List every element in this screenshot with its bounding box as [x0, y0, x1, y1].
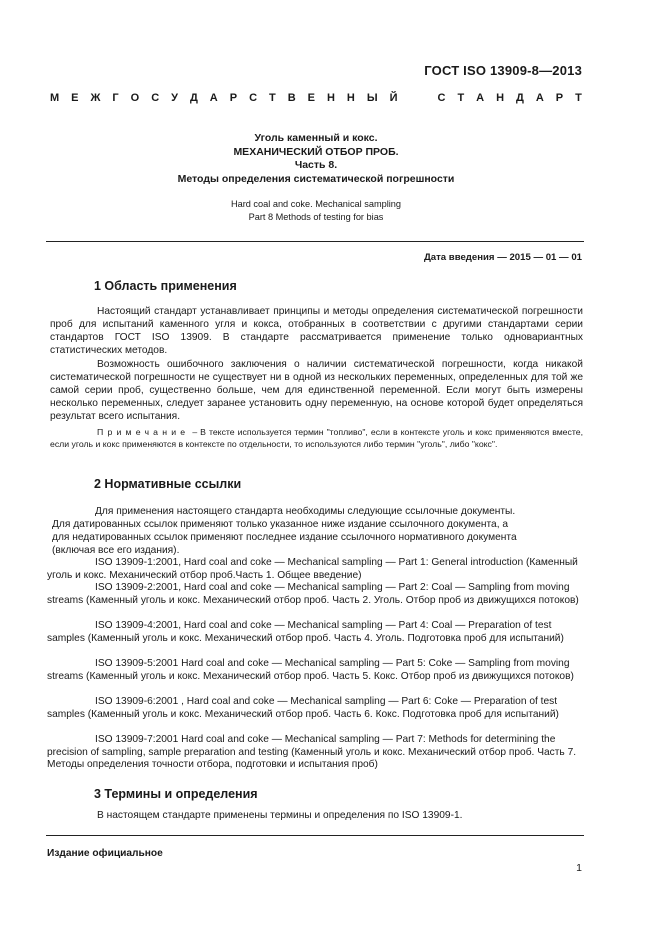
letter: Н	[346, 92, 355, 104]
section-2-heading: 2 Нормативные ссылки	[94, 477, 242, 491]
section-2-intro	[47, 505, 583, 557]
normative-reference: ISO 13909-1:2001, Hard coal and coke — Mechanical sampling — Part 1: General introduction (Каменный уголь и кокс. Механический отбор проб.Часть 1. Общее введение)	[47, 557, 578, 581]
document-designation: ГОСТ ISO 13909-8—2013	[424, 63, 582, 78]
edition-label: Издание официальное	[47, 848, 163, 859]
header-divider	[46, 241, 584, 242]
letter: Д	[189, 92, 198, 104]
title-ru	[50, 132, 582, 186]
introduction-date: Дата введения — 2015 — 01 — 01	[423, 252, 582, 263]
letter: М	[50, 92, 60, 104]
title-ru-line: Уголь каменный и кокс.	[254, 132, 378, 144]
letter: Т	[575, 92, 582, 104]
footer-divider	[46, 835, 584, 836]
title-en-line: Hard coal and coke. Mechanical sampling	[230, 199, 402, 209]
letter: В	[287, 92, 296, 104]
letter: Е	[71, 92, 79, 104]
normative-reference: ISO 13909-7:2001 Hard coal and coke — Mechanical sampling — Part 7: Methods for determining the precision of sampling, sample preparation and testing (Каменный уголь и кокс. Механический отбор проб. Часть 7. Методы определения точности отбора, подготовки и испытания проб)	[47, 734, 577, 771]
letter: У	[171, 92, 178, 104]
letter: А	[209, 92, 218, 104]
normative-reference: ISO 13909-2:2001, Hard coal and coke — Mechanical sampling — Part 2: Coal — Sampling from moving streams (Каменный уголь и кокс. Механический отбор проб. Часть 2. Уголь. Отбор проб из движущихся потоков)	[47, 582, 579, 606]
section-3-heading: 3 Термины и определения	[94, 787, 258, 801]
letter: Н	[496, 92, 505, 104]
letter: Д	[516, 92, 524, 104]
normative-reference: ISO 13909-6:2001 , Hard coal and coke — Mechanical sampling — Part 6: Coke — Preparation of test samples (Каменный уголь и кокс. Механический отбор проб. Часть 6. Кокс. Подготовка проб для испытаний)	[47, 696, 559, 720]
section-1-heading: 1 Область применения	[94, 279, 237, 293]
letter: Г	[112, 92, 119, 104]
section-2-intro-line: Для применения настоящего стандарта необходимы следующие ссылочные документы.	[95, 506, 516, 517]
title-en-line: Part 8 Methods of testing for bias	[248, 211, 384, 222]
letter: Ы	[366, 92, 378, 104]
note-label: Примечание	[97, 427, 190, 437]
word-gap	[410, 92, 426, 104]
letter: Ж	[90, 92, 101, 104]
letter: А	[476, 92, 485, 104]
letter: Т	[269, 92, 276, 104]
letter: А	[535, 92, 544, 104]
letter: С	[249, 92, 258, 104]
title-ru-line: Часть 8.	[294, 159, 338, 171]
letter: Т	[457, 92, 465, 104]
note-text: – В тексте используется термин "топливо", если в контексте уголь и кокс применяются вместе, если уголь и кокс применяются в контексте по отдельности, то используются либо термин "уголь", либо "кокс".	[50, 427, 583, 449]
title-ru-line: МЕХАНИЧЕСКИЙ ОТБОР ПРОБ.	[233, 145, 399, 158]
letter: Й	[389, 92, 398, 104]
section-1-note	[50, 427, 583, 450]
standard-type-line	[50, 92, 582, 104]
letter: С	[437, 92, 446, 104]
section-2-intro-line: Для датированных ссылок применяют только указанное ниже издание ссылочного документа, а	[52, 519, 509, 530]
letter: О	[130, 92, 140, 104]
letter: Р	[229, 92, 238, 104]
letter: Е	[307, 92, 315, 104]
normative-reference: ISO 13909-5:2001 Hard coal and coke — Mechanical sampling — Part 5: Coke — Sampling from moving streams (Каменный уголь и кокс. Механический отбор проб. Часть 5. Кокс. Отбор проб из движущихся потоков)	[47, 658, 574, 682]
letter: С	[151, 92, 160, 104]
section-2-intro-line: (включая все его издания).	[52, 545, 180, 556]
section-1-paragraph: Настоящий стандарт устанавливает принципы и методы определения систематической погрешности проб для испытаний каменного угля и кокса, отобранных в соответствии с другими стандартами серии стандартов ГОСТ ISO 13909. В стандарте рассматривается применение только одновариантных статистических методов.	[50, 306, 583, 356]
section-3-paragraph: В настоящем стандарте применены термины и определения по ISO 13909-1.	[97, 810, 463, 821]
title-en	[50, 198, 582, 223]
title-ru-line: Методы определения систематической погрешности	[177, 172, 455, 185]
letter: Н	[326, 92, 335, 104]
letter: Р	[555, 92, 564, 104]
section-1-paragraph: Возможность ошибочного заключения о наличии систематической погрешности, когда никакой систематической погрешности не существует ни в одной из нескольких переменных, определенных для той же самой серии проб, существенно больше, чем для единственной переменной. Если могут быть измерены несколько переменных, следует заранее установить одну переменную, на основе которой будет определяться результат всего испытания.	[50, 359, 583, 422]
page-number: 1	[576, 862, 582, 874]
section-2-intro-line: для недатированных ссылок применяют последнее издание ссылочного нормативного документа	[52, 532, 517, 543]
normative-reference: ISO 13909-4:2001, Hard coal and coke — Mechanical sampling — Part 4: Coal — Preparation of test samples (Каменный уголь и кокс. Механический отбор проб. Часть 4. Уголь. Подготовка проб для испытаний)	[47, 620, 564, 644]
